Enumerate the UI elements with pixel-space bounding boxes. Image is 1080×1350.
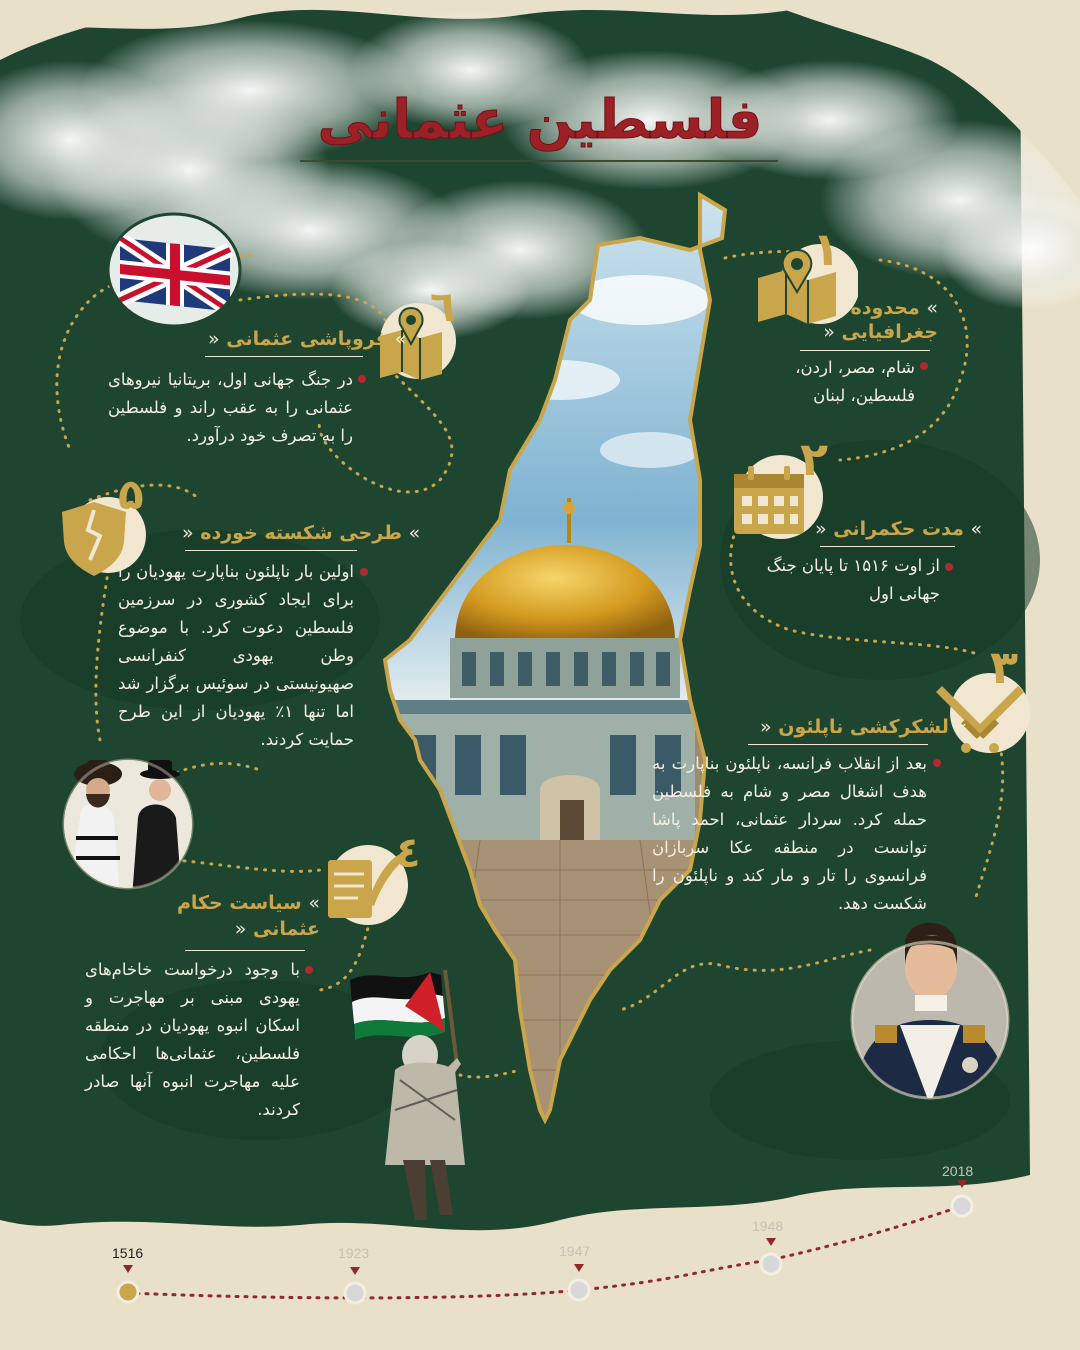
timeline-marker (565, 1264, 593, 1304)
section-number: ٦ (430, 282, 456, 331)
section-number: ٤ (395, 828, 421, 877)
section-body: از اوت ۱۵۱۶ تا پایان جنگ جهانی اول (766, 556, 940, 603)
section-body: با وجود درخواست خاخام‌های یهودی مبنی بر مهاجرت و اسکان انبوه یهودیان در منطقه فلسطین، عثمانی‌ها احکامی علیه مهاجرت انبوه آنها صادر کردند. (85, 960, 300, 1119)
section-heading: » طرحی شکسته خورده « (182, 522, 421, 544)
section-heading: » محدوده جغرافیایی « (823, 297, 938, 343)
year-label: 1923 (338, 1245, 370, 1261)
section-heading: » فروپاشی عثمانی « (208, 328, 407, 350)
section-body: شام، مصر، اردن، فلسطین، لبنان (795, 358, 915, 405)
timeline-marker (757, 1238, 785, 1278)
timeline-line (128, 1206, 962, 1298)
year-label: 1947 (559, 1243, 591, 1259)
timeline-marker (114, 1265, 142, 1305)
year-label: 1948 (752, 1218, 784, 1234)
section-number: ۲ (800, 432, 829, 486)
year-label: 2018 (942, 1163, 974, 1179)
section-number: ۱ (812, 222, 841, 276)
year-label: 1516 (112, 1245, 144, 1261)
section-body: اولین بار ناپلئون بناپارت یهودیان را برای ایجاد کشوری در سرزمین فلسطین دعوت کرد. با موضوع وطن یهودی کنفرانسی صهیونیستی در سوئیس برگزار شد اما تنها ۱٪ یهودیان از این طرح حمایت کردند. (118, 562, 354, 749)
section-number: ۳ (990, 640, 1019, 694)
timeline-marker (341, 1267, 369, 1307)
section-number: ۵ (118, 470, 144, 519)
section-heading: » مدت حکمرانی « (815, 518, 983, 540)
section-body: بعد از انقلاب فرانسه، ناپلئون بناپارت به هدف اشغال مصر و شام به فلسطین حمله کرد. سردار عثمانی، احمد پاشا توانست در منطقه عکا سربازان فرانسوی را تار و مار کند و ناپلئون را شکست دهد. (652, 754, 927, 913)
section-heading: » لشکرکشی ناپلئون « (760, 716, 968, 738)
section-body: در جنگ جهانی اول، بریتانیا نیروهای عثمانی را به عقب راند و فلسطین را به تصرف خود درآورد. (108, 370, 353, 445)
section-heading: » سیاست حکام عثمانی « (176, 892, 320, 940)
page-title: فلسطین عثمانی (317, 88, 763, 151)
timeline-marker (948, 1180, 976, 1220)
